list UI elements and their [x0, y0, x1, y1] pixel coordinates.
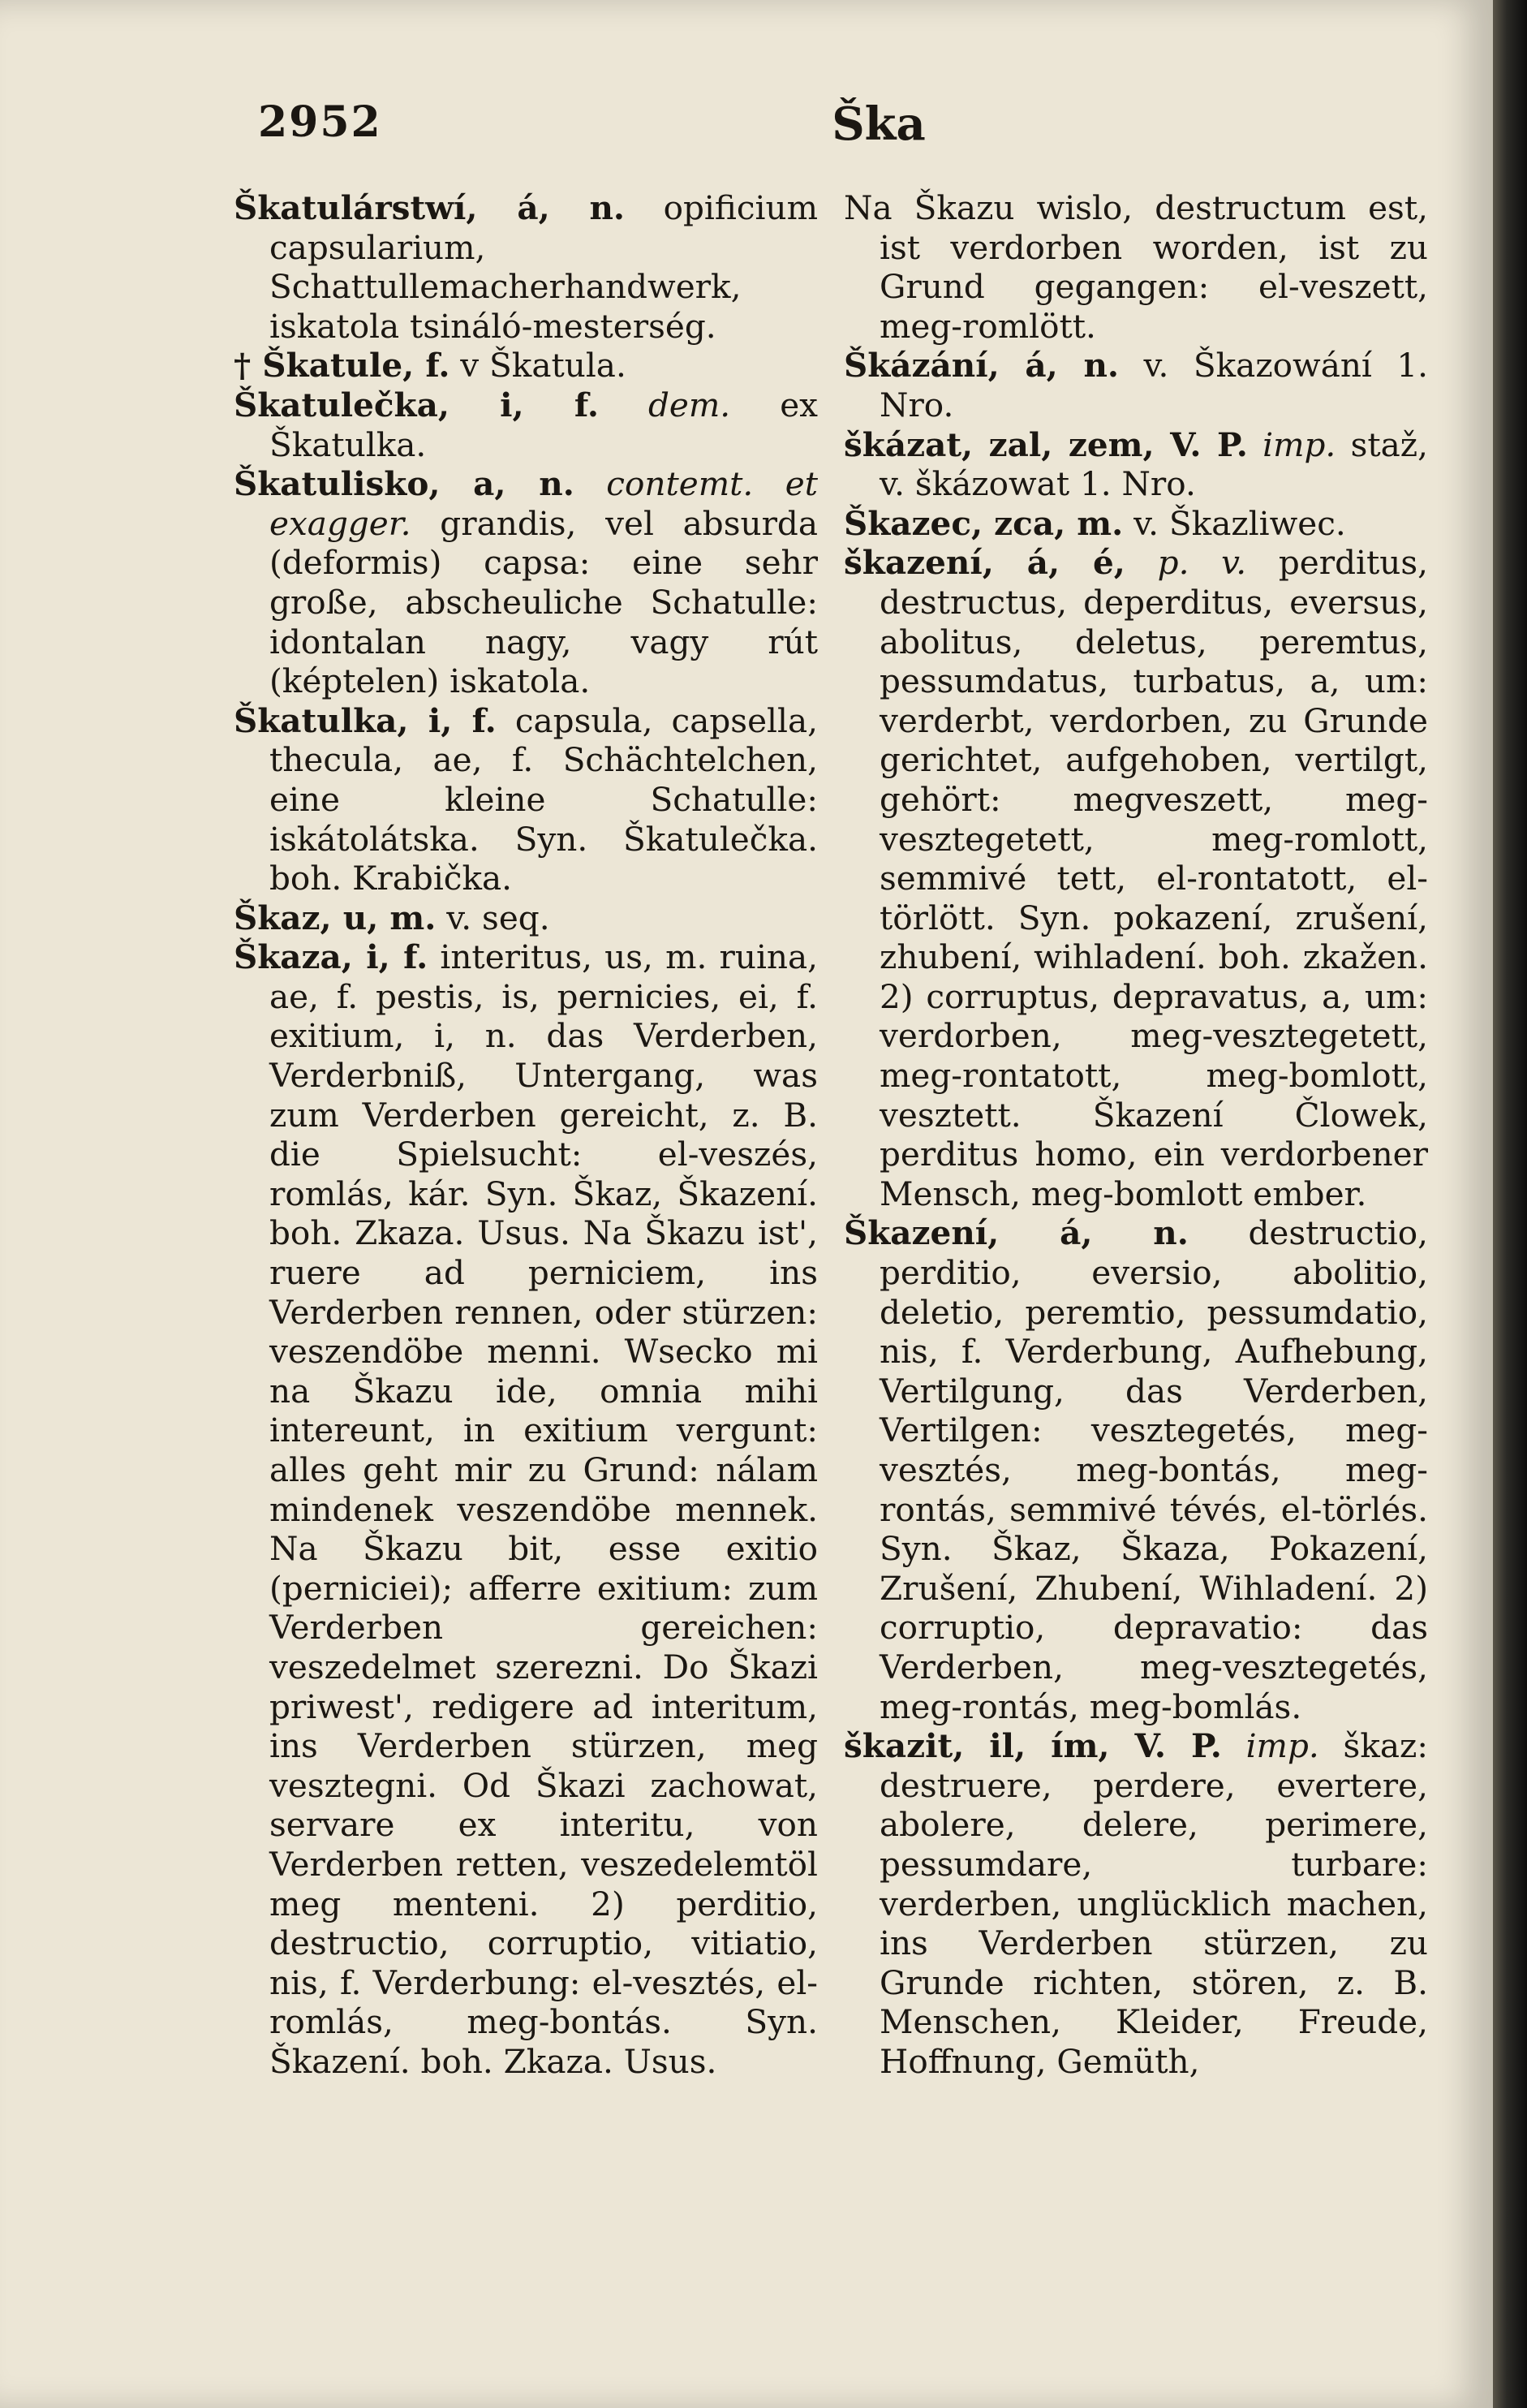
dictionary-entry [234, 464, 818, 701]
headword: Škazec, zca, m. [844, 503, 1124, 543]
left-column [234, 188, 818, 2082]
definition: škaz: destruere, perdere, evertere, abolere, delere, perimere, pessumdare, turbare: verderben, unglücklich machen, ins Verderben stürzen, zu Grunde richten, stören, z. B. Menschen, Kleider, Freude, Hoffnung, Gemüth, [880, 1726, 1428, 2081]
dictionary-entry [234, 701, 818, 898]
dictionary-entry [234, 386, 818, 464]
definition: perditus, destructus, deperditus, eversus, abolitus, deletus, peremtus, pessumdatus, turbatus, a, um: verderbt, verdorben, zu Grunde gerichtet, aufgehoben, vertilgt, gehört: megveszett, meg-vesztegetett, meg-romlott, semmivé tett, el-rontatott, el-törlött. Syn. pokazení, zrušení, zhubení, wihladení. boh. zkažen. 2) corruptus, depravatus, a, um: verdorben, meg-vesztegetett, meg-rontatott, meg-bomlott, vesztett. Škazení Člowek, perditus homo, ein verdorbener Mensch, meg-bomlott ember. [880, 543, 1428, 1213]
headword: Škaz, u, m. [234, 898, 437, 937]
headword: škazit, il, ím, V. P. [844, 1726, 1222, 1766]
definition: grandis, vel absurda (deformis) capsa: eine sehr große, abscheuliche Schatulle: idontalan nagy, vagy rút (képtelen) iskatola. [269, 503, 818, 701]
dictionary-entry [234, 937, 818, 2081]
definition: ex Škatulka. [269, 385, 819, 464]
right-column [844, 188, 1428, 2082]
headword: Škatulečka, i, f. [234, 385, 599, 424]
headword: Škázání, á, n. [844, 346, 1119, 386]
headword: škazení, á, é, [844, 543, 1125, 583]
dictionary-entry [844, 543, 1428, 1213]
definition: interitus, us, m. ruina, ae, f. pestis, is, pernicies, ei, f. exitium, i, n. das Verderben, Verderbniß, Untergang, was zum Verderben gereicht, z. B. die Spielsucht: el-veszés, romlás, kár. Syn. Škaz, Škazení. boh. Zkaza. Usus. Na Škazu ist', ruere ad perniciem, ins Verderben rennen, oder stürzen: veszendöbe menni. Wsecko mi na Škazu ide, omnia mihi intereunt, in exitium vergunt: alles geht mir zu Grund: nálam mindenek veszendöbe mennek. Na Škazu bit, esse exitio (perniciei); afferre exitium: zum Verderben gereichen: veszedelmet szerezni. Do Škazi priwest', redigere ad interitum, ins Verderben stürzen, meg vesztegni. Od Škazi zachowat, servare ex interitu, von Verderben retten, veszedelemtöl meg menteni. 2) perditio, destructio, corruptio, vitiatio, nis, f. Verderbung: el-vesztés, el-romlás, meg-bontás. Syn. Škazení. boh. Zkaza. Usus. [269, 937, 819, 2081]
definition: Na Škazu wislo, destructum est, ist verdorben worden, ist zu Grund gegangen: el-veszett, meg-romlött. [844, 188, 1428, 346]
definition: staž, v. škázowat 1. Nro. [880, 424, 1428, 504]
dictionary-entry [234, 346, 818, 386]
headword: Škatulka, i, f. [234, 700, 497, 740]
dictionary-entry [844, 1213, 1428, 1726]
grammar-note: p. v. [1125, 543, 1247, 583]
definition: opificium capsularium, Schattullemacherhandwerk, iskatola tsináló-mesterség. [269, 188, 818, 346]
page-header [258, 97, 1410, 162]
dictionary-entry-continuation [844, 188, 1428, 346]
grammar-note: imp. [1247, 424, 1336, 464]
dictionary-entry [844, 1726, 1428, 2081]
dictionary-entry [844, 425, 1428, 504]
grammar-note: dem. [598, 385, 731, 424]
definition: v. Škazowání 1. Nro. [880, 346, 1428, 424]
definition: destructio, perditio, eversio, abolitio, deletio, peremtio, pessumdatio, nis, f. Verderbung, Aufhebung, Vertilgung, das Verderben, Vertilgen: vesztegetés, meg-vesztés, meg-bontás, meg-rontás, semmivé tévés, el-törlés. Syn. Škaz, Škaza, Pokazení, Zrušení, Zhubení, Wihladení. 2) corruptio, depravatio: das Verderben, meg-vesztegetés, meg-rontás, meg-bomlás. [880, 1213, 1429, 1726]
headword: Škaza, i, f. [234, 937, 428, 977]
headword: Škatulárstwí, á, n. [234, 188, 626, 227]
definition: capsula, capsella, thecula, ae, f. Schächtelchen, eine kleine Schatulle: iskátolátska. Syn. Škatulečka. boh. Krabička. [269, 700, 818, 898]
headword: Škazení, á, n. [844, 1213, 1189, 1253]
definition: v Škatula. [449, 346, 626, 386]
headword: Škatulisko, a, n. [234, 464, 574, 504]
grammar-note: imp. [1221, 1726, 1319, 1766]
dictionary-entry [844, 504, 1428, 544]
headword: † Škatule, f. [234, 346, 450, 386]
page-number: 2952 [258, 97, 382, 147]
dictionary-entry [234, 898, 818, 938]
dictionary-entry [234, 188, 818, 346]
page-edge-shadow [1493, 0, 1527, 2408]
running-head: Ška [832, 97, 926, 151]
grammar-note: contemt. et exagger. [269, 464, 818, 543]
dictionary-entry [844, 346, 1428, 424]
definition: v. seq. [436, 898, 550, 937]
headword: škázat, zal, zem, V. P. [844, 424, 1248, 464]
definition: v. Škazliwec. [1123, 503, 1346, 543]
